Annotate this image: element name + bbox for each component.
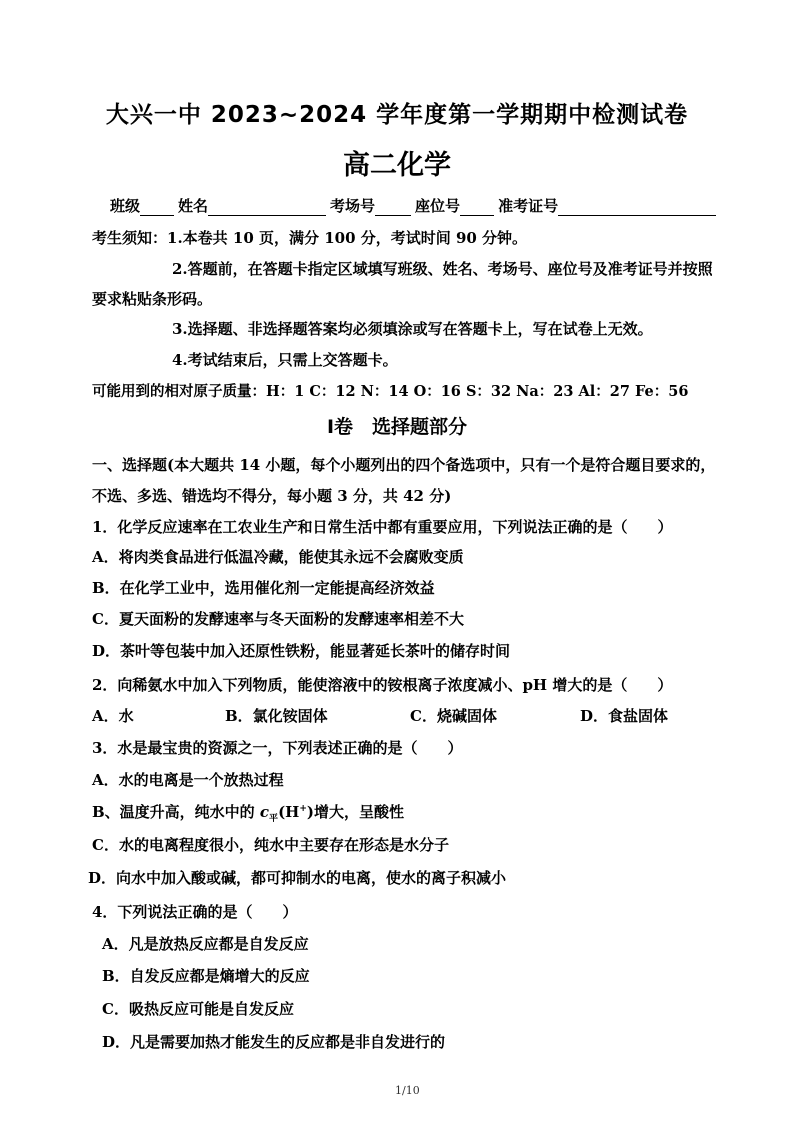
q4-option-d: D．凡是需要加热才能发生的反应都是非自发进行的 bbox=[102, 1033, 446, 1051]
notice-line-2b: 要求粘贴条形码。 bbox=[92, 290, 213, 308]
concentration-subscript: 平 bbox=[269, 814, 279, 824]
q3-option-c: C．水的电离程度很小，纯水中主要存在形态是水分子 bbox=[92, 836, 449, 854]
q1-option-a: A．将肉类食品进行低温冷藏，能使其永远不会腐败变质 bbox=[92, 548, 464, 566]
section-instructions-b: 不选、多选、错选均不得分，每小题 3 分，共 42 分) bbox=[92, 487, 452, 505]
class-label: 班级 bbox=[110, 197, 141, 215]
q2-option-c: C．烧碱固体 bbox=[410, 707, 497, 725]
seat-blank bbox=[460, 201, 494, 216]
q3-stem: 3．水是最宝贵的资源之一，下列表述正确的是（ ） bbox=[92, 739, 463, 757]
exam-subject: 高二化学 bbox=[343, 150, 451, 181]
room-blank bbox=[375, 201, 411, 216]
q2-stem: 2．向稀氨水中加入下列物质，能使溶液中的铵根离子浓度减小、pH 增大的是（ ） bbox=[92, 676, 673, 694]
charge-superscript: + bbox=[299, 804, 307, 814]
exam-title: 大兴一中 2023~2024 学年度第一学期期中检测试卷 bbox=[105, 102, 689, 128]
q1-option-d: D．茶叶等包装中加入还原性铁粉，能显著延长茶叶的储存时间 bbox=[92, 642, 511, 660]
q1-stem: 1．化学反应速率在工农业生产和日常生活中都有重要应用，下列说法正确的是（ ） bbox=[92, 518, 673, 536]
notice-line-1: 考生须知：1.本卷共 10 页，满分 100 分，考试时间 90 分钟。 bbox=[92, 229, 528, 247]
exam-id-label: 准考证号 bbox=[498, 197, 559, 215]
name-label: 姓名 bbox=[178, 197, 209, 215]
q3-option-b-text: B、温度升高，纯水中的 bbox=[92, 803, 260, 821]
q4-option-c: C．吸热反应可能是自发反应 bbox=[102, 1000, 294, 1018]
q2-option-a: A．水 bbox=[92, 707, 134, 725]
name-blank bbox=[208, 201, 326, 216]
section-title: Ⅰ卷 选择题部分 bbox=[326, 416, 468, 438]
hydrogen-symbol: (H bbox=[278, 803, 300, 821]
q3-option-d: D．向水中加入酸或碱，都可抑制水的电离，使水的离子积减小 bbox=[88, 869, 507, 887]
exam-id-blank bbox=[558, 201, 716, 216]
q4-stem: 4．下列说法正确的是（ ） bbox=[92, 903, 298, 921]
seat-label: 座位号 bbox=[415, 197, 461, 215]
class-blank bbox=[140, 201, 174, 216]
section-instructions-a: 一、选择题(本大题共 14 小题，每个小题列出的四个备选项中，只有一个是符合题目要求的， bbox=[92, 456, 716, 474]
q4-option-a: A．凡是放热反应都是自发反应 bbox=[102, 935, 309, 953]
student-info-row bbox=[110, 195, 720, 216]
q2-option-b: B．氯化铵固体 bbox=[225, 707, 328, 725]
notice-line-4: 4.考试结束后，只需上交答题卡。 bbox=[172, 351, 398, 369]
q3-option-b-tail: )增大，呈酸性 bbox=[306, 803, 404, 821]
notice-line-2a: 2.答题前，在答题卡指定区域填写班级、姓名、考场号、座位号及准考证号并按照 bbox=[172, 260, 713, 278]
q1-option-b: B．在化学工业中，选用催化剂一定能提高经济效益 bbox=[92, 579, 435, 597]
atomic-masses: 可能用到的相对原子质量：H：1 C：12 N：14 O：16 S：32 Na：23 Al：27 Fe：56 bbox=[92, 383, 689, 400]
q1-option-c: C．夏天面粉的发酵速率与冬天面粉的发酵速率相差不大 bbox=[92, 610, 464, 628]
notice-line-3: 3.选择题、非选择题答案均必须填涂或写在答题卡上，写在试卷上无效。 bbox=[172, 320, 653, 338]
q2-option-d: D．食盐固体 bbox=[580, 707, 669, 725]
q2-options bbox=[92, 705, 690, 726]
q3-option-a: A．水的电离是一个放热过程 bbox=[92, 771, 284, 789]
q4-option-b: B．自发反应都是熵增大的反应 bbox=[102, 967, 310, 985]
page-number: 1/10 bbox=[395, 1084, 420, 1097]
q3-option-b bbox=[92, 801, 404, 824]
room-label: 考场号 bbox=[330, 197, 376, 215]
concentration-symbol: c bbox=[259, 803, 270, 821]
